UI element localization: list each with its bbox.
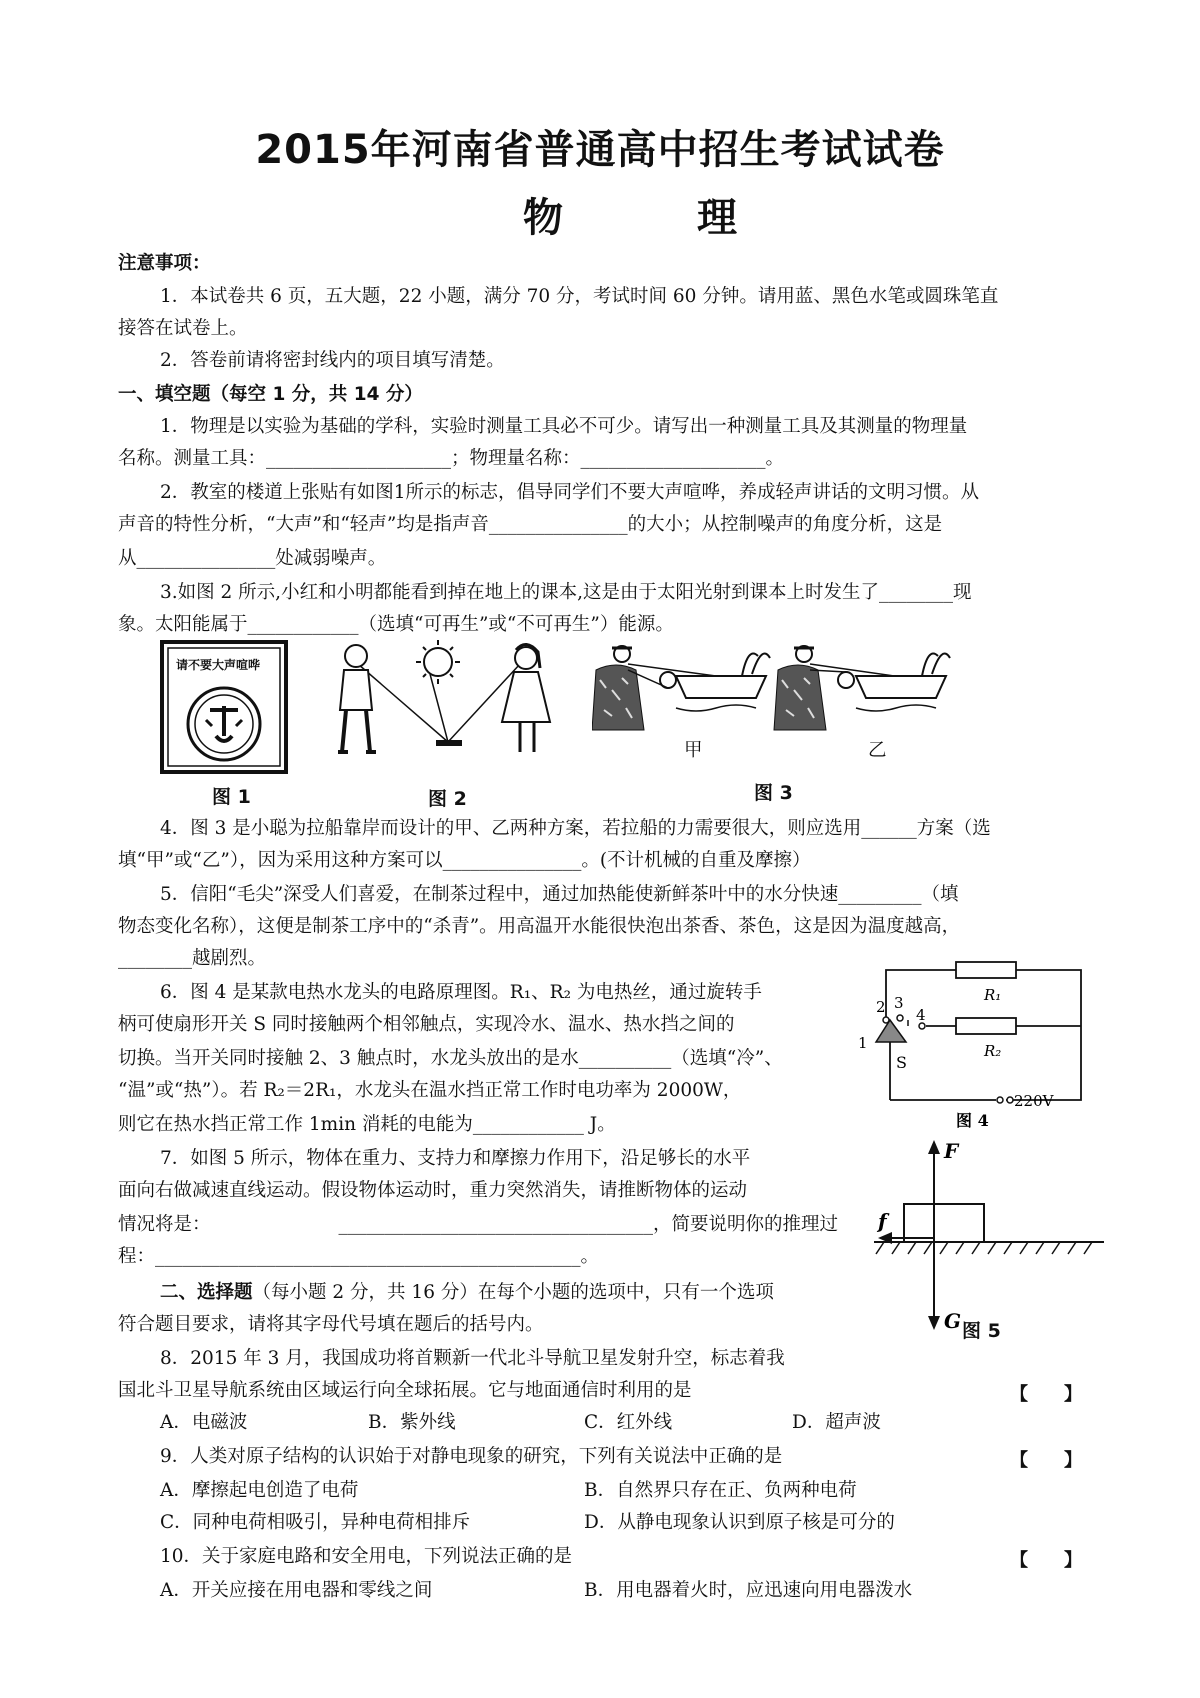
q6-line5: 则它在热水挡正常工作 1min 消耗的电能为____________ J。 <box>118 1114 616 1135</box>
q5-line3: ________越剧烈。 <box>118 948 267 969</box>
fig4-contact-2: 2 <box>876 998 886 1016</box>
q9-stem: 9．人类对原子结构的认识始于对静电现象的研究，下列有关说法中正确的是 <box>160 1446 783 1467</box>
fig5-friction-force: f <box>878 1209 887 1233</box>
fig4-r2-label: R₂ <box>984 1042 1002 1060</box>
section1-heading: 一、填空题（每空 1 分，共 14 分） <box>118 384 423 405</box>
q5-line2: 物态变化名称），这便是制茶工序中的“杀青”。用高温开水能很快泡出茶香、茶色，这是因为温度越高， <box>118 916 961 937</box>
q8-option-b[interactable]: B．紫外线 <box>368 1412 456 1433</box>
fig4-caption: 图 4 <box>956 1111 989 1130</box>
q2-line1: 2．教室的楼道上张贴有如图1所示的标志，倡导同学们不要大声喧哗，养成轻声讲话的文明习惯。从 <box>160 482 980 503</box>
fig1-sign-text: 请不要大声喧哗 <box>176 658 261 672</box>
fig4-voltage-label: 220V <box>1014 1092 1054 1110</box>
section2-heading <box>160 1280 774 1306</box>
figure-4 <box>856 950 1096 1130</box>
section2-heading-rest: （每小题 2 分，共 16 分）在每个小题的选项中，只有一个选项 <box>252 1282 774 1303</box>
q6-line1: 6．图 4 是某款电热水龙头的电路原理图。R₁、R₂ 为电热丝，通过旋转手 <box>160 982 762 1003</box>
fig5-gravity: G <box>944 1309 962 1333</box>
notice-item1-line1: 1．本试卷共 6 页，五大题，22 小题，满分 70 分，考试时间 60 分钟。请用蓝、黑色水笔或圆珠笔直 <box>160 286 999 307</box>
q10-stem: 10．关于家庭电路和安全用电，下列说法正确的是 <box>160 1546 573 1567</box>
q8-option-d[interactable]: D．超声波 <box>792 1412 881 1433</box>
fig5-support-force: F <box>944 1139 959 1163</box>
q2-line3: 从_______________处减弱噪声。 <box>118 548 387 569</box>
q3-line1: 3.如图 2 所示,小红和小明都能看到掉在地上的课本,这是由于太阳光射到课本上时发生了________现 <box>160 582 972 603</box>
q1-line2: 名称。测量工具：____________________；物理量名称：____________________。 <box>118 448 785 469</box>
fig4-r1-label: R₁ <box>984 986 1002 1004</box>
q6-line3: 切换。当开关同时接触 2、3 触点时，水龙头放出的是水__________（选填“冷”、 <box>118 1048 783 1069</box>
notice-item2: 2．答卷前请将密封线内的项目填写清楚。 <box>160 350 505 371</box>
figure-5 <box>864 1130 1114 1340</box>
section2-heading-title: 二、选择题 <box>160 1282 253 1303</box>
q1-line1: 1．物理是以实验为基础的学科，实验时测量工具必不可少。请写出一种测量工具及其测量的物理量 <box>160 416 968 437</box>
q4-line1: 4．图 3 是小聪为拉船靠岸而设计的甲、乙两种方案，若拉船的力需要很大，则应选用______方案（选 <box>160 818 991 839</box>
fig4-contact-1: 1 <box>858 1034 868 1052</box>
q7-line3-start: 情况将是： <box>118 1214 211 1235</box>
fig3-caption: 图 3 <box>754 782 793 804</box>
q4-line2: 填“甲”或“乙”），因为采用这种方案可以_______________。(不计机械的自重及摩擦） <box>118 850 811 871</box>
q7-line1: 7．如图 5 所示，物体在重力、支持力和摩擦力作用下，沿足够长的水平 <box>160 1148 751 1169</box>
fig2-caption: 图 2 <box>428 788 467 810</box>
q9-option-d[interactable]: D．从静电现象认识到原子核是可分的 <box>584 1512 895 1533</box>
exam-title: 2015年河南省普通高中招生考试试卷 <box>255 127 945 173</box>
q7-line3 <box>118 1212 838 1238</box>
q8-answer-bracket[interactable]: 【 】 <box>1010 1384 1082 1405</box>
figure-3 <box>592 630 962 740</box>
q10-option-a[interactable]: A．开关应接在用电器和零线之间 <box>160 1580 433 1601</box>
q10-answer-bracket[interactable]: 【 】 <box>1010 1550 1082 1571</box>
q7-line4: 程：______________________________________________。 <box>118 1246 600 1267</box>
fig1-caption: 图 1 <box>212 786 251 808</box>
q8-line2: 国北斗卫星导航系统由区域运行向全球拓展。它与地面通信时利用的是 <box>118 1380 692 1401</box>
q6-line2: 柄可使扇形开关 S 同时接触两个相邻触点，实现冷水、温水、热水挡之间的 <box>118 1014 735 1035</box>
notice-item1-line2: 接答在试卷上。 <box>118 318 248 339</box>
section2-heading-line2: 符合题目要求，请将其字母代号填在题后的括号内。 <box>118 1314 544 1335</box>
fig3-label-b: 乙 <box>868 740 887 761</box>
q6-line4: “温”或“热”）。若 R₂＝2R₁，水龙头在温水挡正常工作时电功率为 2000W， <box>118 1080 742 1101</box>
q3-line2: 象。太阳能属于____________（选填“可再生”或“不可再生”）能源。 <box>118 614 674 635</box>
q5-line1: 5．信阳“毛尖”深受人们喜爱，在制茶过程中，通过加热能使新鲜茶叶中的水分快速_________（填 <box>160 884 959 905</box>
q7-line2: 面向右做减速直线运动。假设物体运动时，重力突然消失，请推断物体的运动 <box>118 1180 748 1201</box>
subject-title: 物 理 <box>523 195 797 241</box>
q10-option-b[interactable]: B．用电器着火时，应迅速向用电器泼水 <box>584 1580 913 1601</box>
q8-line1: 8．2015 年 3 月，我国成功将首颗新一代北斗导航卫星发射升空，标志着我 <box>160 1348 785 1369</box>
notice-heading: 注意事项： <box>118 253 211 274</box>
fig4-contact-4: 4 <box>916 1006 926 1024</box>
fig3-label-a: 甲 <box>684 740 703 761</box>
q9-option-a[interactable]: A．摩擦起电创造了电荷 <box>160 1480 359 1501</box>
q9-answer-bracket[interactable]: 【 】 <box>1010 1450 1082 1471</box>
fig4-contact-3: 3 <box>894 994 904 1012</box>
figure-2 <box>330 638 560 768</box>
q2-line2: 声音的特性分析，“大声”和“轻声”均是指声音_______________的大小；从控制噪声的角度分析，这是 <box>118 514 943 535</box>
q8-option-a[interactable]: A．电磁波 <box>160 1412 248 1433</box>
q9-option-b[interactable]: B．自然界只存在正、负两种电荷 <box>584 1480 857 1501</box>
fig4-switch-label: S <box>896 1053 907 1072</box>
q9-option-c[interactable]: C．同种电荷相吸引，异种电荷相排斥 <box>160 1512 471 1533</box>
q8-option-c[interactable]: C．红外线 <box>584 1412 673 1433</box>
fig5-caption: 图 5 <box>962 1320 1001 1342</box>
q7-line3-end: __________________________________，简要说明你的推理过 <box>338 1214 838 1235</box>
